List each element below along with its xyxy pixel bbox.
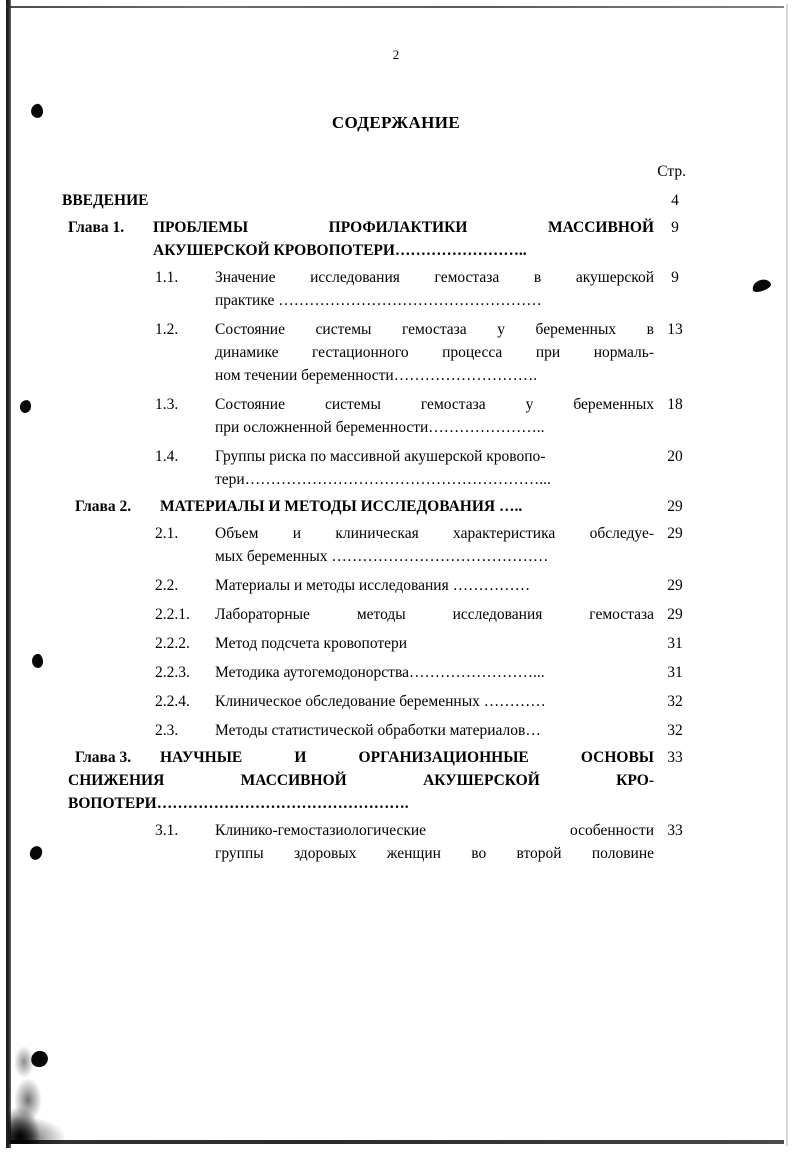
toc-entry-label: 2.2.4.: [155, 693, 190, 710]
toc-entry-page: 9: [671, 269, 679, 286]
toc-entry-2-2-4[interactable]: [62, 690, 730, 713]
toc-entry-page: 33: [667, 749, 683, 766]
toc-entry-1-1[interactable]: [62, 266, 730, 312]
toc-entry-page: 31: [667, 635, 683, 652]
toc-entry-title-line: МАТЕРИАЛЫ И МЕТОДЫ ИССЛЕДОВАНИЯ …..: [160, 498, 523, 515]
toc-entry-3-1[interactable]: [62, 819, 730, 865]
toc-entry-page: 29: [667, 525, 683, 542]
toc-entry-1-2[interactable]: [62, 318, 730, 387]
toc-entry-title-line: Материалы и методы исследования ……………: [215, 577, 531, 594]
scan-border-bottom: [8, 1140, 784, 1144]
toc-entry-title-line: практике ……………………………………………: [215, 292, 542, 309]
toc-entry-page: 29: [667, 577, 683, 594]
toc-entry-page: 33: [667, 822, 683, 839]
scan-speck-mark: [28, 845, 43, 861]
toc-entry-title-line: Объем и клиническая характеристика обследуе-: [215, 525, 654, 542]
toc-entry-label: Глава 1.: [68, 219, 125, 236]
toc-entry-chapter-2[interactable]: [62, 495, 730, 518]
toc-entry-title: ВВЕДЕНИЕ: [62, 192, 149, 209]
scan-speck-mark: [751, 278, 772, 294]
toc-entry-title-line: ПРОБЛЕМЫ ПРОФИЛАКТИКИ МАССИВНОЙ: [153, 219, 654, 236]
toc-entry-title-line: ном течении беременности……………………….: [215, 367, 538, 384]
toc-entry-chapter-1[interactable]: [62, 216, 730, 262]
toc-entry-label: Глава 2.: [75, 498, 132, 515]
toc-entry-page: 31: [667, 664, 683, 681]
toc-entry-title-line: динамике гестационного процесса при нормаль-: [215, 344, 654, 361]
toc-entry-label: 2.3.: [155, 722, 179, 739]
toc-entry-title-line: Состояние системы гемостаза у беременных в: [215, 321, 654, 338]
toc-entry-title-line: Методика аутогемодонорства……………………...: [215, 664, 545, 681]
toc-entry-label: 1.4.: [155, 448, 179, 465]
toc-entry-2-2-3[interactable]: [62, 661, 730, 684]
toc-entry-page: 32: [667, 693, 683, 710]
toc-entry-page: 29: [667, 606, 683, 623]
toc-entry-2-2[interactable]: [62, 574, 730, 597]
page-column-header-label: Стр.: [657, 163, 686, 180]
toc-entry-title-line: Клиническое обследование беременных …………: [215, 693, 546, 710]
toc-entry-page: 32: [667, 722, 683, 739]
toc-entry-page: 13: [667, 321, 683, 338]
toc-entry-page: 20: [667, 448, 683, 465]
toc-entry-label: 2.2.3.: [155, 664, 190, 681]
toc-entry-chapter-3[interactable]: [62, 746, 730, 815]
scan-border-top: [6, 6, 784, 8]
toc-entry-2-1[interactable]: [62, 522, 730, 568]
toc-entry-2-3[interactable]: [62, 719, 730, 742]
toc-entry-title-line: Значение исследования гемостаза в акушерской: [215, 269, 654, 286]
toc-entry-title-line: ВОПОТЕРИ………………………………………….: [68, 795, 409, 812]
page-title: СОДЕРЖАНИЕ: [331, 113, 461, 132]
toc-entry-label: 1.3.: [155, 396, 179, 413]
toc-entry-title-line: тери…………………………………………………...: [215, 471, 551, 488]
toc-entry-2-2-2[interactable]: [62, 632, 730, 655]
page-column-header: [62, 163, 730, 189]
toc-entry-label: 1.1.: [155, 269, 179, 286]
toc-entry-1-3[interactable]: [62, 393, 730, 439]
toc-entry-title-line: Лабораторные методы исследования гемостаза: [215, 606, 654, 623]
toc-entry-title-line: НАУЧНЫЕ И ОРГАНИЗАЦИОННЫЕ ОСНОВЫ: [160, 749, 654, 766]
toc-entry-1-4[interactable]: [62, 445, 730, 491]
scan-smudge-bottom-left: [10, 1096, 100, 1144]
toc-entry-title-line: Состояние системы гемостаза у беременных: [215, 396, 654, 413]
toc-entry-label: 3.1.: [155, 822, 179, 839]
scan-border-left: [6, 0, 11, 1148]
scan-border-right: [786, 4, 788, 1146]
toc-entry-title-line: Методы статистической обработки материалов…: [215, 722, 541, 739]
toc-entry-label: 2.2.2.: [155, 635, 190, 652]
toc-entry-title-line: при осложненной беременности…………………..: [215, 419, 545, 436]
toc-entry-page: 18: [667, 396, 683, 413]
toc-entry-title-line: группы здоровых женщин во второй половине: [215, 845, 654, 862]
toc-entry-title-line: АКУШЕРСКОЙ КРОВОПОТЕРИ……………………..: [153, 242, 527, 259]
toc-entry-label: 2.2.1.: [155, 606, 190, 623]
toc-entry-label: 1.2.: [155, 321, 179, 338]
toc-entry-label: Глава 3.: [75, 749, 132, 766]
toc-entry-title-line: Группы риска по массивной акушерской кровопо-: [215, 448, 546, 465]
table-of-contents: [62, 163, 730, 865]
toc-entry-2-2-1[interactable]: [62, 603, 730, 626]
toc-entry-label: 2.1.: [155, 525, 179, 542]
toc-entry-title-line: СНИЖЕНИЯ МАССИВНОЙ АКУШЕРСКОЙ КРО-: [68, 772, 654, 789]
toc-entry-title-line: Клинико-гемостазиологические особенности: [215, 822, 654, 839]
toc-entry-page: 9: [671, 219, 679, 236]
toc-entry-label: 2.2.: [155, 577, 179, 594]
scan-speck-mark: [19, 399, 32, 413]
toc-entry-title-line: мых беременных ……………………………………: [215, 548, 549, 565]
toc-entry-introduction[interactable]: [62, 189, 730, 212]
scan-speck-mark: [31, 653, 43, 668]
toc-entry-page: 4: [671, 192, 679, 209]
page-number: 2: [392, 47, 400, 62]
toc-entry-page: 29: [667, 498, 683, 515]
toc-entry-title-line: Метод подсчета кровопотери: [215, 635, 408, 652]
